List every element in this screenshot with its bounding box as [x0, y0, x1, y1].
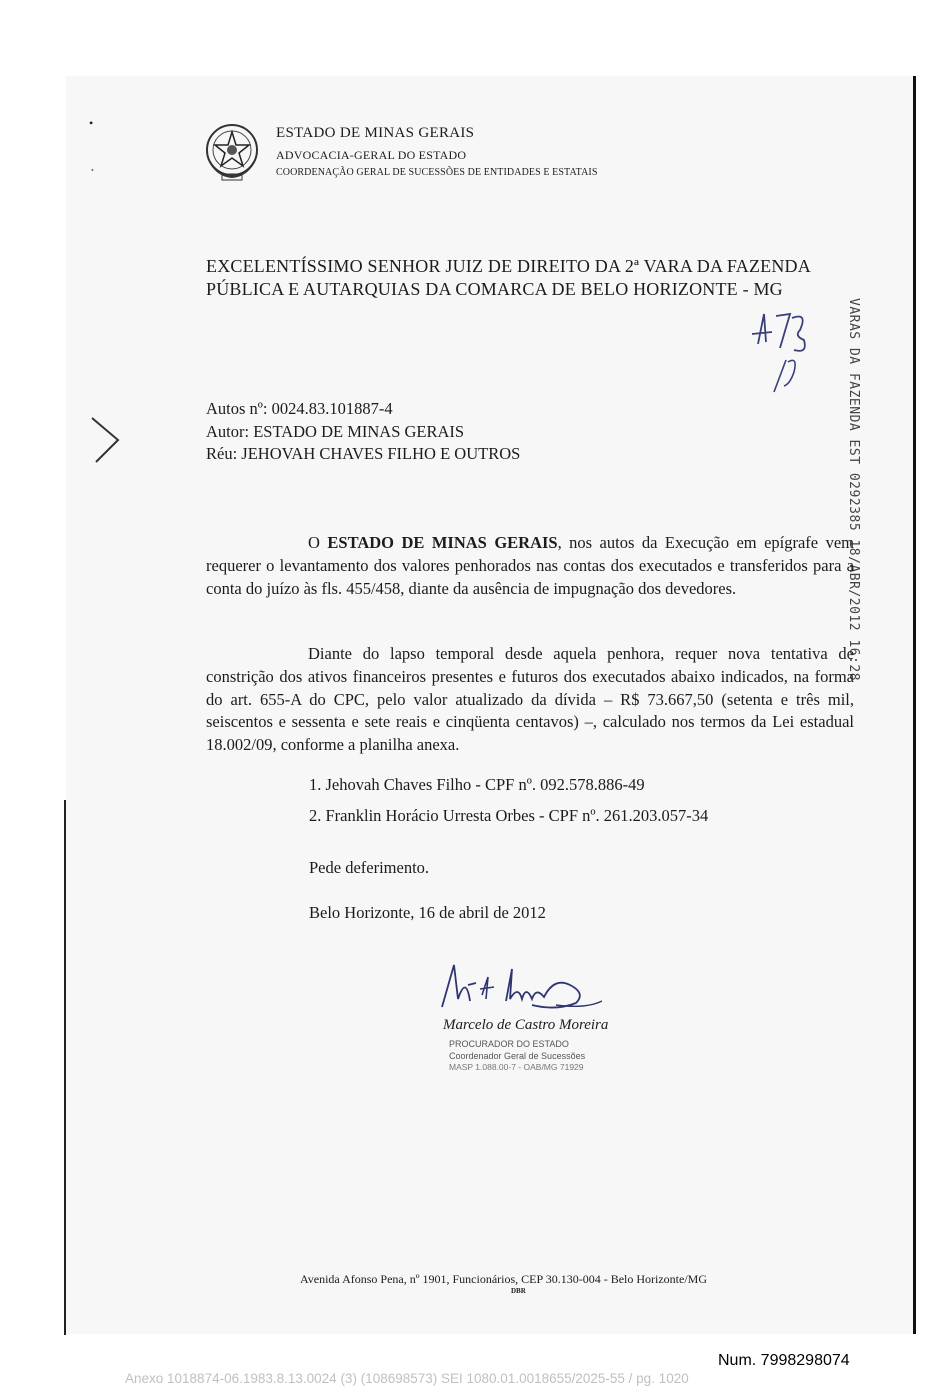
signer-name: Marcelo de Castro Moreira: [443, 1017, 609, 1033]
handwritten-page-number: [750, 304, 810, 396]
document-date: Belo Horizonte, 16 de abril de 2012: [309, 903, 546, 922]
addressee: [206, 255, 811, 301]
handwritten-signature: [436, 955, 606, 1015]
paragraph-request-release: [206, 532, 854, 600]
paragraph1-lead: O: [308, 533, 328, 552]
header-agency: ADVOCACIA-GERAL DO ESTADO: [276, 148, 467, 162]
margin-mark: [88, 414, 122, 466]
paragraph1-state: ESTADO DE MINAS GERAIS: [327, 533, 558, 552]
document-number: Num. 7998298074: [718, 1352, 850, 1369]
case-plaintiff: Autor: ESTADO DE MINAS GERAIS: [206, 421, 465, 441]
footer-initials: DBR: [511, 1287, 526, 1295]
signer-title: PROCURADOR DO ESTADO: [449, 1039, 569, 1049]
case-defendant: Réu: JEHOVAH CHAVES FILHO E OUTROS: [206, 444, 521, 463]
header-state: ESTADO DE MINAS GERAIS: [276, 125, 475, 141]
paragraph-new-seizure: [206, 643, 854, 757]
header-department: COORDENAÇÃO GERAL DE SUCESSÕES DE ENTIDADES E ESTATAIS: [276, 167, 598, 178]
list-item: 1. Jehovah Chaves Filho - CPF nº. 092.578.886-49: [309, 775, 645, 794]
case-number: Autos nº: 0024.83.101887-4: [206, 399, 393, 418]
scan-speck: •: [89, 116, 94, 130]
addressee-line-1: EXCELENTÍSSIMO SENHOR JUIZ DE DIREITO DA 2ª VARA DA FAZENDA: [206, 256, 811, 276]
state-seal-icon: [204, 122, 260, 182]
signer-role: Coordenador Geral de Sucessões: [449, 1051, 586, 1061]
protocol-stamp: VARAS DA FAZENDA EST 0292385 18/ABR/2012 16:28: [846, 298, 861, 682]
paragraph1-text: , nos autos da Execução em epígrafe vem requerer o levantamento dos valores penhorados nas contas dos executados e transferidos para a conta do juízo às fls. 455/458, diante da ausência de impugnação dos devedores.: [206, 533, 854, 598]
scan-border-left: [64, 800, 66, 1335]
signer-registration: MASP 1.088.00-7 - OAB/MG 71929: [449, 1062, 584, 1072]
addressee-line-2: PÚBLICA E AUTARQUIAS DA COMARCA DE BELO HORIZONTE - MG: [206, 279, 783, 299]
list-item: 2. Franklin Horácio Urresta Orbes - CPF nº. 261.203.057-34: [309, 806, 709, 825]
closing-request: Pede deferimento.: [309, 858, 430, 877]
scan-border-right: [913, 76, 916, 1334]
scan-speck: •: [91, 166, 94, 175]
case-info: [206, 398, 520, 466]
paragraph2-text: Diante do lapso temporal desde aquela penhora, requer nova tentativa de constrição dos ativos financeiros presentes e futuros dos executados abaixo indicados, na forma do art. 655-A do CPC, pelo valor atualizado da dívida – R$ 73.667,50 (setenta e três mil, seiscentos e sessenta e sete reais e cinqüenta centavos) –, calculado nos termos da Lei estadual 18.002/09, conforme a planilha anexa.: [206, 644, 854, 755]
annex-reference: Anexo 1018874-06.1983.8.13.0024 (3) (108698573) SEI 1080.01.0018655/2025-55 / pg. 1020: [125, 1371, 689, 1386]
footer-address: Avenida Afonso Pena, nº 1901, Funcionários, CEP 30.130-004 - Belo Horizonte/MG: [300, 1272, 708, 1286]
